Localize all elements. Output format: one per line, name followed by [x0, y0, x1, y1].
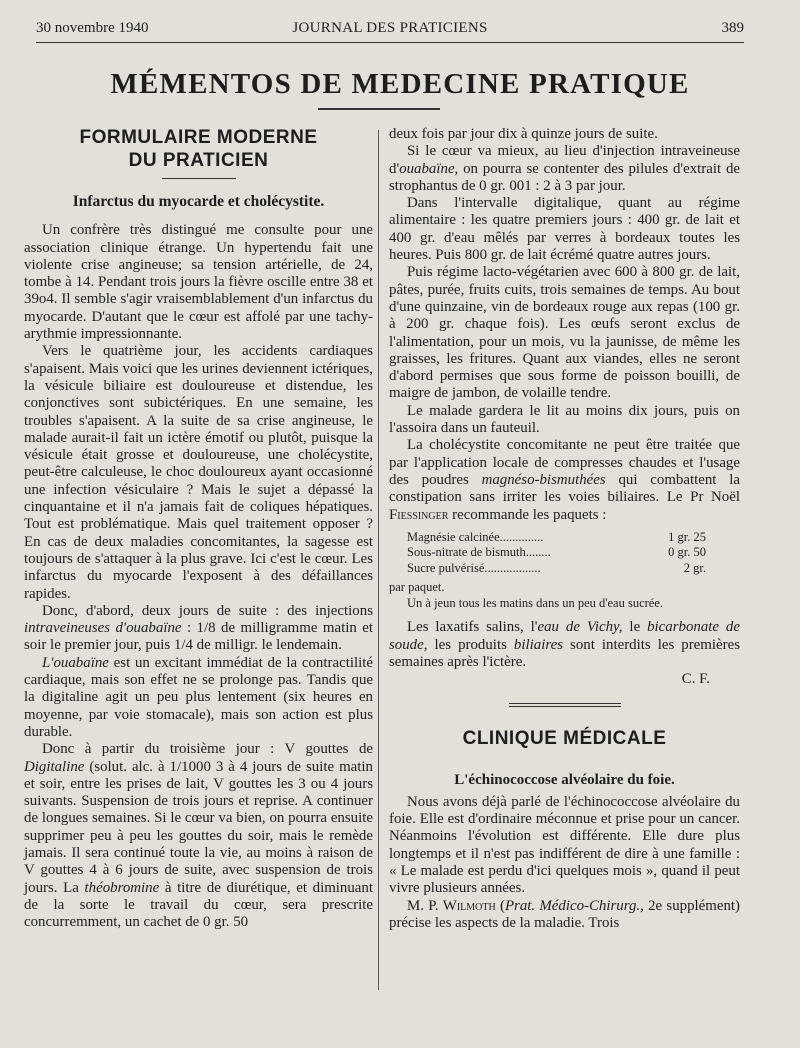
prescription-formula — [407, 530, 740, 577]
article-subtitle: L'échinococcose alvéolaire du foie. — [454, 771, 675, 788]
dosage-instruction: Un à jeun tous les matins dans un peu d'eau sucrée. — [407, 596, 664, 611]
paragraph: L'ouabaïne est un excitant immédiat de la contractilité cardiaque, mais son effet ne se prolonge pas. Tandis que la digitaline agit un peu plus lentement (six heures en moyenne, par voie stomacale), mais son action est plus durable. — [24, 654, 373, 740]
paragraph: Puis régime lacto-végétarien avec 600 à 800 gr. de lait, pâtes, purée, fruits cuits, trois semaines de temps. Au bout d'une quinzaine, vin de bordeaux rouge aux repas (100 gr. à 200 gr. chaque fois). Les œufs seront exclus de l'alimentation, pour un mois, vu la jaunisse, de même les graisses, les fritures. Quant aux viandes, elles ne seront d'abord permises que sous forme de poisson bouilli, de maigre de jambon, de volaille tendre. — [389, 264, 740, 402]
column-divider — [378, 130, 379, 990]
page-number: 389 — [721, 20, 744, 36]
formula-row: Sucre pulvérisé.................. 2 gr. — [407, 560, 706, 575]
paragraph: Les laxatifs salins, l'eau de Vichy, le bicarbonate de soude, les produits biliaires sont interdits les premières semaines après l'ictère. — [389, 619, 740, 670]
paragraph: La cholécystite concomitante ne peut être traitée que par l'application locale de compresses chaudes et l'usage des poudres magnéso-bismuthées qui combattent la constipation sans irriter les voies biliaires. Le Pr Noël Fiessinger recommande les paquets : — [389, 437, 740, 523]
paragraph: deux fois par jour dix à quinze jours de suite. — [389, 126, 658, 142]
paragraph: Si le cœur va mieux, au lieu d'injection intraveineuse d'ouabaïne, on pourra se contenter des pilules d'extrait de strophantus de 0 gr. 001 : 2 à 3 par jour. — [389, 143, 740, 194]
article-subtitle: Infarctus du myocarde et cholécystite. — [72, 193, 325, 210]
per-packet-note: par paquet. — [389, 580, 445, 595]
left-column — [24, 126, 373, 931]
author-signature: C. F. — [681, 671, 710, 688]
section-rule — [162, 178, 236, 179]
paragraph: Nous avons déjà parlé de l'échinococcose alvéolaire du foie. Elle est d'ordinaire méconnue et prise pour un cancer. Néanmoins l'évolution est différente. Elle dure plus longtemps et il n'est pas indifférent de dire à une famille : « Le malade est perdu d'ici quelques mois », quand il peut vivre plusieurs années. — [389, 793, 740, 897]
paragraph: M. P. Wilmoth (Prat. Médico-Chirurg., 2e supplément) précise les aspects de la maladie. Trois — [389, 897, 741, 931]
formula-row: Magnésie calcinée.............. 1 gr. 25 — [407, 529, 706, 544]
formula-row: Sous-nitrate de bismuth........ 0 gr. 50 — [407, 545, 706, 560]
issue-date: 30 novembre 1940 — [36, 20, 149, 36]
section-separator — [509, 703, 621, 707]
running-header — [36, 20, 744, 43]
journal-name: JOURNAL DES PRATICIENS — [292, 20, 488, 36]
paragraph: Vers le quatrième jour, les accidents cardiaques s'apaisent. Mais voici que les urines deviennent ictériques, la vésicule biliaire est douloureuse et distendue, les conjonctives sont subictériques. En une semaine, les troubles s'apaisent. A la suite de sa crise angineuse, le malade aurait-il fait un ictère émotif ou plutôt, puisque la vésicule était grosse et douloureuse, une cholécystite, peut-être calculeuse, le choc douloureux ayant occasionné une infection vésiculaire ? Mais le sujet a dépassé la cinquantaine et il n'a jamais fait de coliques hépatiques. Tout est problématique. Mais quel traitement opposer ? En cas de deux maladies concomitantes, la sagesse est toujours de s'attaquer à la plus grave. Ici c'est le cœur. Les infarctus du myocarde l'exposent à des défaillances rapides. — [24, 343, 373, 602]
title-rule — [318, 108, 440, 110]
paragraph: Donc à partir du troisième jour : V gouttes de Digitaline (solut. alc. à 1/1000 3 à 4 jours de suite matin et soir, entre les prises de lait, V gouttes les 3 ou 4 jours suivants. Suspension de trois jours et reprise. A continuer de longues semaines. Si le cœur va bien, on pourra ensuite supprimer peu à peu les gouttes du soir, mais le remède jamais. Il sera continué toute la vie, au moins à raison de V gouttes 4 à 6 jours de suite, avec suspension de trois jours. La théobromine à titre de diurétique, et diminuant de la sorte le travail du cœur, sera prescrite concurremment, un cachet de 0 gr. 50 — [24, 741, 374, 931]
section-title-clinique: CLINIQUE MÉDICALE — [462, 727, 667, 749]
section-title-formulaire: FORMULAIRE MODERNE DU PRATICIEN — [79, 127, 318, 171]
paragraph: Un confrère très distingué me consulte pour une association clinique étrange. Un hypertendu fait une violente crise angineuse; sa tension artérielle, de 24, tombe à 14. Pendant trois jours la fièvre oscille entre 38 et 39o4. Il semble s'agir vraisemblablement d'un infarctus du myocarde. D'autant que le cœur est affolé par une tachy-arythmie impressionnante. — [24, 222, 373, 343]
paragraph: Dans l'intervalle digitalique, quant au régime alimentaire : les quatre premiers jours : 400 gr. de lait et 400 gr. d'eau mêlés par verres à bordeaux toutes les heures. Puis 800 gr. de lait écrémé quatre autres jours. — [389, 195, 740, 264]
right-column — [389, 126, 740, 932]
main-title: MÉMENTOS DE MEDECINE PRATIQUE — [110, 68, 690, 100]
paragraph: Donc, d'abord, deux jours de suite : des injections intraveineuses d'ouabaïne : 1/8 de milligramme matin et soir le premier jour, puis 1/4 de milligr. le lendemain. — [24, 602, 373, 654]
paragraph: Le malade gardera le lit au moins dix jours, puis on l'assoira dans un fauteuil. — [389, 402, 740, 437]
